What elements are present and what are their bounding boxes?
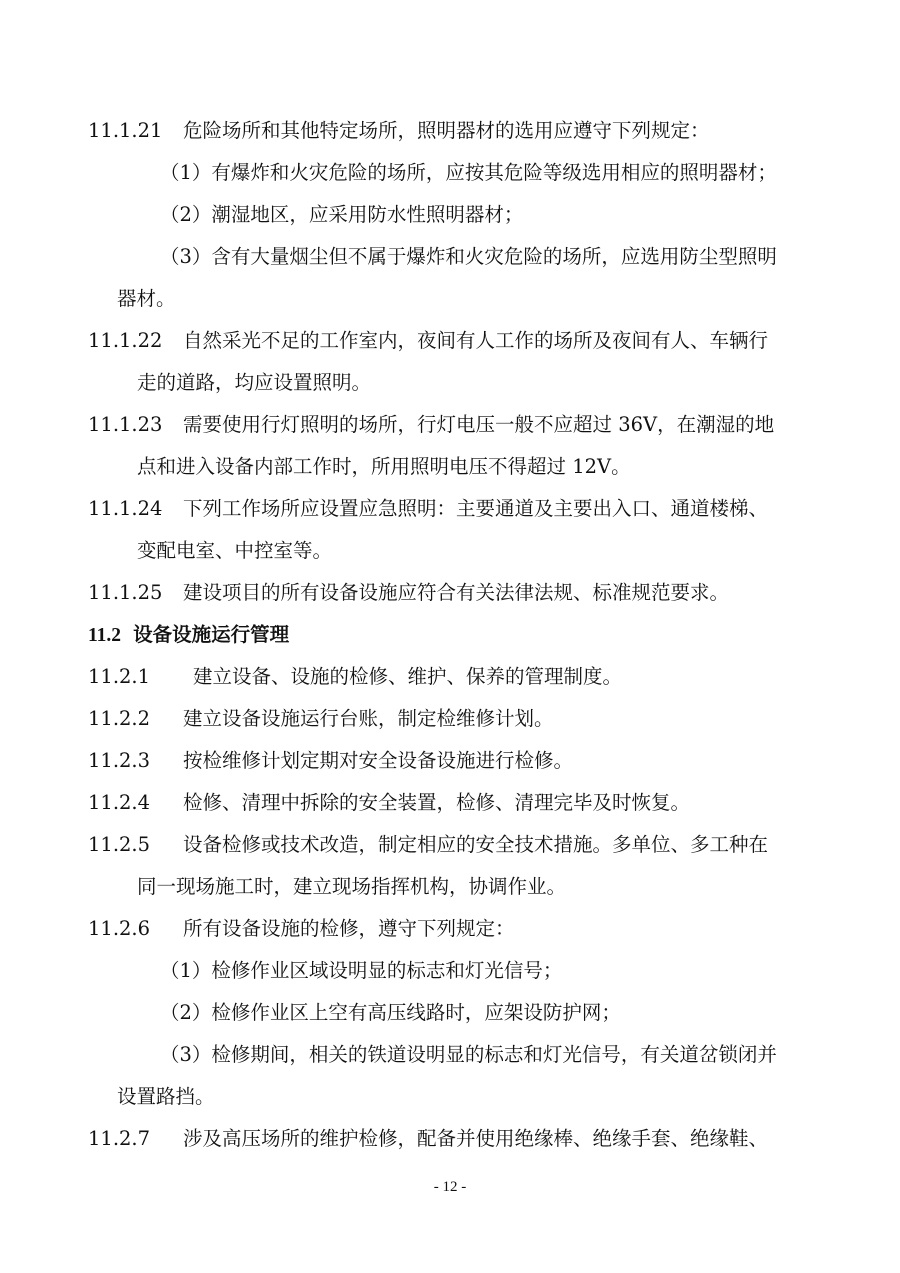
continuation-text: 设置路挡。 [117, 1085, 215, 1108]
section-number: 11.2 [88, 625, 122, 646]
clause-number: 11.1.24 [88, 497, 163, 520]
clause-number: 11.1.23 [88, 413, 163, 436]
sub-item-text: （3）含有大量烟尘但不属于爆炸和火灾危险的场所，应选用防尘型照明 [160, 245, 777, 268]
clause-text: 按检维修计划定期对安全设备设施进行检修。 [183, 749, 574, 772]
clause-text: 建设项目的所有设备设施应符合有关法律法规、标准规范要求。 [183, 581, 730, 604]
page-number: - 12 - [433, 1179, 467, 1195]
clause-number: 11.2.4 [88, 791, 151, 814]
continuation-text: 同一现场施工时，建立现场指挥机构，协调作业。 [137, 875, 567, 898]
clause-number: 11.2.3 [88, 749, 151, 772]
sub-item-text: （1）检修作业区域设明显的标志和灯光信号； [160, 959, 563, 982]
section-heading [88, 621, 289, 650]
clause-number: 11.2.6 [88, 917, 151, 940]
clause-text: 自然采光不足的工作室内，夜间有人工作的场所及夜间有人、车辆行 [183, 329, 769, 352]
sub-item-text: （2）潮湿地区，应采用防水性照明器材； [160, 203, 524, 226]
clause-text: 建立设备设施运行台账，制定检维修计划。 [183, 707, 554, 730]
clause-number: 11.1.25 [88, 581, 163, 604]
clause-number: 11.1.21 [88, 119, 163, 142]
clause-text: 所有设备设施的检修，遵守下列规定： [183, 917, 515, 940]
clause-text: 需要使用行灯照明的场所，行灯电压一般不应超过 36V，在潮湿的地 [183, 413, 775, 436]
clause-text: 建立设备、设施的检修、维护、保养的管理制度。 [193, 665, 623, 688]
clause-text: 危险场所和其他特定场所，照明器材的选用应遵守下列规定： [183, 119, 710, 142]
sub-item-text: （1）有爆炸和火灾危险的场所，应按其危险等级选用相应的照明器材； [160, 161, 777, 184]
clause-number: 11.2.2 [88, 707, 151, 730]
clause-text: 下列工作场所应设置应急照明：主要通道及主要出入口、通道楼梯、 [183, 497, 769, 520]
clause-number: 11.2.1 [88, 665, 151, 688]
clause-number: 11.2.5 [88, 833, 151, 856]
clause-number: 11.2.7 [88, 1127, 151, 1150]
clause-text: 设备检修或技术改造，制定相应的安全技术措施。多单位、多工种在 [183, 833, 769, 856]
sub-item-text: （3）检修期间，相关的铁道设明显的标志和灯光信号，有关道岔锁闭并 [160, 1043, 777, 1066]
sub-item-text: （2）检修作业区上空有高压线路时，应架设防护网； [160, 1001, 621, 1024]
clause-text: 涉及高压场所的维护检修，配备并使用绝缘棒、绝缘手套、绝缘鞋、 [183, 1127, 769, 1150]
continuation-text: 变配电室、中控室等。 [137, 539, 333, 562]
section-title: 设备设施运行管理 [133, 623, 290, 646]
continuation-text: 点和进入设备内部工作时，所用照明电压不得超过 12V。 [137, 455, 631, 478]
clause-text: 检修、清理中拆除的安全装置，检修、清理完毕及时恢复。 [183, 791, 691, 814]
clause-number: 11.1.22 [88, 329, 163, 352]
continuation-text: 走的道路，均应设置照明。 [137, 371, 372, 394]
continuation-text: 器材。 [117, 287, 176, 310]
